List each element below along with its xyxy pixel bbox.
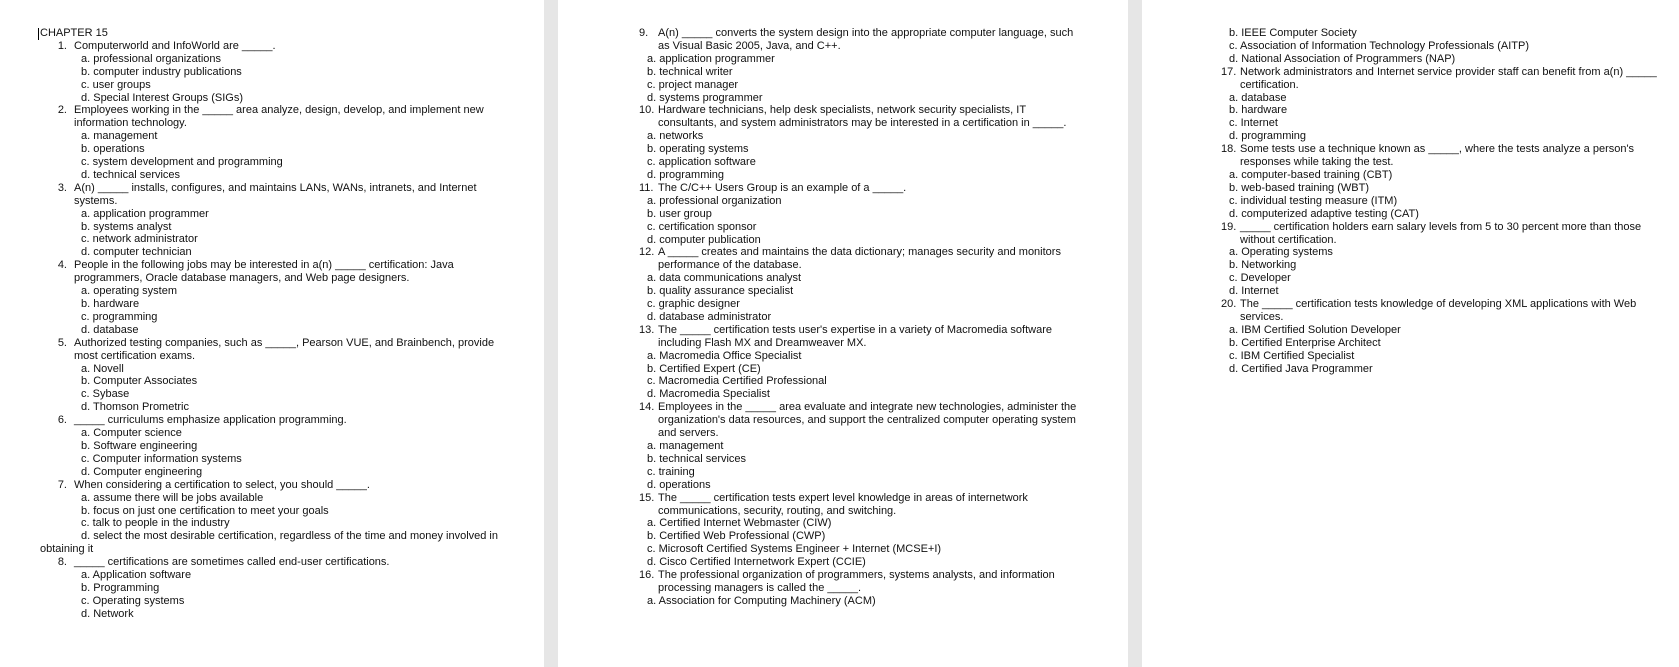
answer-option[interactable]: a. database [1229, 91, 1287, 104]
answer-option[interactable]: d. Certified Java Programmer [1229, 362, 1373, 375]
question-number: 8. [57, 556, 67, 569]
answer-option[interactable]: c. Computer information systems [81, 452, 242, 465]
question-block [640, 246, 1080, 323]
answer-option[interactable]: b. Computer Associates [81, 375, 198, 388]
answer-option[interactable]: b. systems analyst [81, 220, 172, 233]
answer-option[interactable]: a. Operating systems [1229, 246, 1333, 259]
question-text: _____ certification holders earn salary levels from 5 to 30 percent more than those without certification. [1240, 220, 1642, 246]
answer-option[interactable]: d. select the most desirable certification, regardless of the time and money involved in obtaining it [40, 530, 498, 556]
answer-option[interactable]: b. hardware [1229, 104, 1288, 117]
answer-option[interactable]: a. application programmer [647, 52, 775, 65]
answer-option[interactable]: d. database [81, 323, 139, 336]
answer-options [640, 517, 1080, 569]
answer-option[interactable]: d. computerized adaptive testing (CAT) [1229, 207, 1419, 220]
page-3-text-column[interactable] [1222, 27, 1662, 375]
question-stem[interactable] [640, 569, 1080, 595]
answer-option[interactable]: d. programming [647, 168, 725, 181]
answer-option[interactable]: a. Application software [81, 569, 192, 582]
question-number: 16. [639, 569, 655, 582]
question-block [40, 479, 510, 556]
question-text: _____ curriculums emphasize application programming. [74, 414, 347, 427]
question-block [640, 104, 1080, 181]
answer-option[interactable]: c. user groups [81, 78, 151, 91]
answer-options [640, 130, 1080, 182]
question-block [40, 104, 510, 181]
question-number: 9. [639, 27, 649, 39]
answer-options [1222, 92, 1662, 144]
question-text: The professional organization of programmers, systems analysts, and information processing managers is called the _____. [658, 569, 1055, 594]
chapter-heading[interactable]: CHAPTER 15 [40, 27, 108, 39]
answer-option[interactable]: a. data communications analyst [647, 272, 802, 285]
question-number: 14. [639, 401, 655, 414]
answer-option[interactable]: a. Certified Internet Webmaster (CIW) [647, 517, 832, 530]
question-block [640, 569, 1080, 608]
answer-option[interactable]: b. computer industry publications [81, 65, 242, 78]
answer-option[interactable]: d. Thomson Prometric [81, 401, 190, 414]
question-block [40, 556, 510, 621]
answer-option[interactable]: a. computer-based training (CBT) [1229, 168, 1393, 181]
answer-option[interactable]: a. Association for Computing Machinery (ACM) [647, 594, 876, 607]
text-cursor [38, 28, 39, 40]
question-stem[interactable] [1222, 66, 1662, 92]
answer-option[interactable]: b. operations [81, 143, 145, 156]
answer-option[interactable]: b. focus on just one certification to meet your goals [81, 504, 329, 517]
question-stem[interactable] [640, 401, 1080, 440]
question-number: 2. [57, 104, 67, 117]
question-block [1222, 66, 1662, 143]
answer-option[interactable]: d. Macromedia Specialist [647, 388, 770, 401]
answer-option[interactable]: d. computer technician [81, 246, 192, 259]
answer-option[interactable]: b. Certified Enterprise Architect [1229, 336, 1381, 349]
question-number: 19. [1221, 220, 1237, 233]
answer-options [40, 130, 510, 182]
question-stem[interactable] [40, 414, 510, 427]
answer-options [40, 363, 510, 415]
answer-option[interactable]: a. IBM Certified Solution Developer [1229, 323, 1401, 336]
question-text: Employees working in the _____ area analyze, design, develop, and implement new information technology. [74, 104, 484, 130]
page-2-text-column[interactable] [640, 27, 1080, 608]
answer-option[interactable]: a. management [81, 130, 158, 143]
answer-option[interactable]: a. Macromedia Office Specialist [647, 349, 802, 362]
answer-option[interactable]: b. Certified Web Professional (CWP) [647, 530, 826, 543]
answer-options [40, 569, 510, 621]
question-stem[interactable] [640, 492, 1080, 518]
answer-option[interactable]: b. Software engineering [81, 439, 198, 452]
question-block [640, 492, 1080, 569]
question-text: Authorized testing companies, such as _____, Pearson VUE, and Brainbench, provide most certification exams. [74, 336, 495, 362]
question-block [1222, 221, 1662, 298]
question-block [40, 182, 510, 259]
answer-options [40, 285, 510, 337]
question-block [1222, 143, 1662, 220]
answer-options [1222, 246, 1662, 298]
answer-options [1222, 27, 1662, 66]
answer-option[interactable]: c. Developer [1229, 272, 1291, 285]
question-text: Network administrators and Internet service provider staff can benefit from a(n) _____ certification. [1240, 65, 1657, 91]
question-text: The _____ certification tests knowledge of developing XML applications with Web services. [1240, 298, 1637, 323]
question-block [640, 324, 1080, 401]
question-stem[interactable] [40, 479, 510, 492]
answer-option[interactable]: c. programming [81, 310, 158, 323]
answer-options [40, 427, 510, 479]
answer-option[interactable]: d. programming [1229, 130, 1307, 143]
question-stem[interactable] [640, 324, 1080, 350]
answer-option[interactable]: c. certification sponsor [647, 220, 757, 233]
question-number: 20. [1221, 298, 1237, 311]
answer-option[interactable]: c. IBM Certified Specialist [1229, 349, 1355, 362]
question-stem[interactable] [40, 259, 510, 285]
answer-option[interactable]: c. Operating systems [81, 594, 185, 607]
question-stem[interactable] [640, 27, 1080, 53]
question-number: 10. [639, 104, 655, 117]
answer-option[interactable]: c. system development and programming [81, 156, 283, 169]
question-text: When considering a certification to select, you should _____. [74, 478, 370, 491]
answer-options [40, 492, 510, 557]
question-stem[interactable] [640, 246, 1080, 272]
answer-option[interactable]: a. application programmer [81, 207, 209, 220]
question-text: A(n) _____ installs, configures, and maintains LANs, WANs, intranets, and Internet systems. [74, 181, 477, 207]
answer-options [40, 53, 510, 105]
answer-option[interactable]: c. application software [647, 156, 756, 169]
answer-option[interactable]: c. network administrator [81, 233, 198, 246]
question-block [640, 182, 1080, 247]
answer-option[interactable]: b. technical writer [647, 65, 733, 78]
answer-option[interactable]: a. networks [647, 130, 704, 143]
answer-option[interactable]: c. Sybase [81, 388, 130, 401]
answer-option[interactable]: d. computer publication [647, 233, 761, 246]
answer-option[interactable]: a. Computer science [81, 427, 182, 440]
answer-option[interactable]: b. web-based training (WBT) [1229, 181, 1369, 194]
answer-option[interactable]: c. project manager [647, 78, 739, 91]
answer-options [640, 595, 1080, 608]
answer-option[interactable]: a. assume there will be jobs available [81, 491, 264, 504]
question-stem[interactable] [40, 182, 510, 208]
question-text: _____ certifications are sometimes called end-user certifications. [74, 556, 390, 569]
answer-option[interactable]: d. systems programmer [647, 91, 763, 104]
question-stem[interactable] [1222, 143, 1662, 169]
answer-option[interactable]: c. training [647, 465, 695, 478]
question-number: 13. [639, 323, 655, 336]
answer-options [640, 440, 1080, 492]
answer-option[interactable]: b. quality assurance specialist [647, 285, 794, 298]
question-text: A(n) _____ converts the system design into the appropriate computer language, such as Visual Basic 2005, Java, and C++. [658, 27, 1074, 52]
question-number: 15. [639, 491, 655, 504]
answer-option[interactable]: b. Programming [81, 581, 160, 594]
question-number: 11. [639, 181, 654, 194]
answer-options [40, 208, 510, 260]
question-text: Some tests use a technique known as _____, where the tests analyze a person's responses while taking the test. [1240, 143, 1635, 169]
answer-options [640, 350, 1080, 402]
question-stem[interactable] [1222, 298, 1662, 324]
question-stem[interactable] [1222, 221, 1662, 247]
answer-option[interactable]: a. professional organization [647, 194, 782, 207]
question-block [1222, 298, 1662, 375]
answer-option[interactable]: b. hardware [81, 298, 140, 311]
answer-option[interactable]: a. management [647, 440, 724, 452]
answer-option[interactable]: d. Cisco Certified Internetwork Expert (CCIE) [647, 556, 866, 569]
question-number: 18. [1221, 143, 1237, 156]
answer-option[interactable]: a. professional organizations [81, 52, 222, 65]
answer-option[interactable]: c. Internet [1229, 117, 1278, 130]
question-stem[interactable] [40, 556, 510, 569]
answer-option[interactable]: b. technical services [647, 452, 747, 465]
question-text: People in the following jobs may be interested in a(n) _____ certification: Java programmers, Oracle database managers, and Web page designers. [74, 259, 454, 285]
answer-options [1222, 169, 1662, 221]
question-block [640, 401, 1080, 491]
answer-option[interactable]: d. technical services [81, 168, 181, 181]
question-block [1222, 27, 1662, 66]
question-text: The _____ certification tests expert level knowledge in areas of internetwork communications, security, routing, and switching. [658, 491, 1028, 517]
answer-option[interactable]: a. Novell [81, 362, 124, 375]
answer-options [1222, 324, 1662, 376]
answer-option[interactable]: b. IEEE Computer Society [1229, 27, 1357, 39]
question-block [40, 337, 510, 414]
question-stem[interactable] [40, 104, 510, 130]
question-text: The C/C++ Users Group is an example of a _____. [658, 181, 907, 194]
answer-option[interactable]: b. user group [647, 207, 712, 220]
answer-option[interactable]: d. Network [81, 607, 134, 620]
question-number: 6. [57, 414, 67, 427]
question-block [40, 259, 510, 336]
answer-option[interactable]: b. Certified Expert (CE) [647, 362, 761, 375]
question-stem[interactable] [40, 40, 510, 53]
page-1-text-column[interactable] [40, 27, 510, 621]
question-number: 4. [57, 259, 67, 272]
question-number: 3. [57, 181, 67, 194]
answer-option[interactable]: c. talk to people in the industry [81, 517, 230, 530]
answer-option[interactable]: a. operating system [81, 285, 177, 298]
question-block [40, 40, 510, 105]
question-block [640, 27, 1080, 104]
question-stem[interactable] [640, 182, 1080, 195]
question-text: Computerworld and InfoWorld are _____. [74, 39, 276, 52]
answer-option[interactable]: b. operating systems [647, 143, 749, 156]
answer-option[interactable]: c. graphic designer [647, 298, 740, 311]
question-stem[interactable] [640, 104, 1080, 130]
answer-option[interactable]: b. Networking [1229, 259, 1297, 272]
question-block [40, 414, 510, 479]
answer-options [640, 195, 1080, 247]
answer-option[interactable]: d. Internet [1229, 285, 1279, 298]
question-stem[interactable] [40, 337, 510, 363]
question-text: Hardware technicians, help desk specialists, network security specialists, IT consultants, and system administrators may be interested in a certification in _____. [658, 104, 1067, 130]
answer-option[interactable]: c. Macromedia Certified Professional [647, 375, 827, 388]
answer-option[interactable]: d. National Association of Programmers (NAP) [1229, 52, 1456, 65]
question-number: 1. [57, 39, 67, 52]
answer-option[interactable]: d. Computer engineering [81, 465, 203, 478]
answer-option[interactable]: d. database administrator [647, 310, 772, 323]
answer-option[interactable]: c. Association of Information Technology Professionals (AITP) [1229, 39, 1529, 52]
answer-options [640, 272, 1080, 324]
answer-option[interactable]: c. Microsoft Certified Systems Engineer + Internet (MCSE+I) [647, 543, 942, 556]
question-number: 12. [639, 246, 655, 259]
question-text: Employees in the _____ area evaluate and integrate new technologies, administer the organization's data resources, and support the centralized computer operating system and servers. [658, 401, 1077, 440]
question-text: The _____ certification tests user's expertise in a variety of Macromedia software including Flash MX and Dreamweaver MX. [658, 323, 1053, 349]
answer-options [640, 53, 1080, 105]
answer-option[interactable]: d. operations [647, 478, 711, 491]
question-number: 5. [57, 336, 67, 349]
question-number: 17. [1221, 65, 1237, 78]
question-text: A _____ creates and maintains the data dictionary; manages security and monitors performance of the database. [658, 246, 1061, 272]
answer-option[interactable]: c. individual testing measure (ITM) [1229, 194, 1398, 207]
answer-option[interactable]: d. Special Interest Groups (SIGs) [81, 91, 244, 104]
question-number: 7. [57, 478, 67, 491]
